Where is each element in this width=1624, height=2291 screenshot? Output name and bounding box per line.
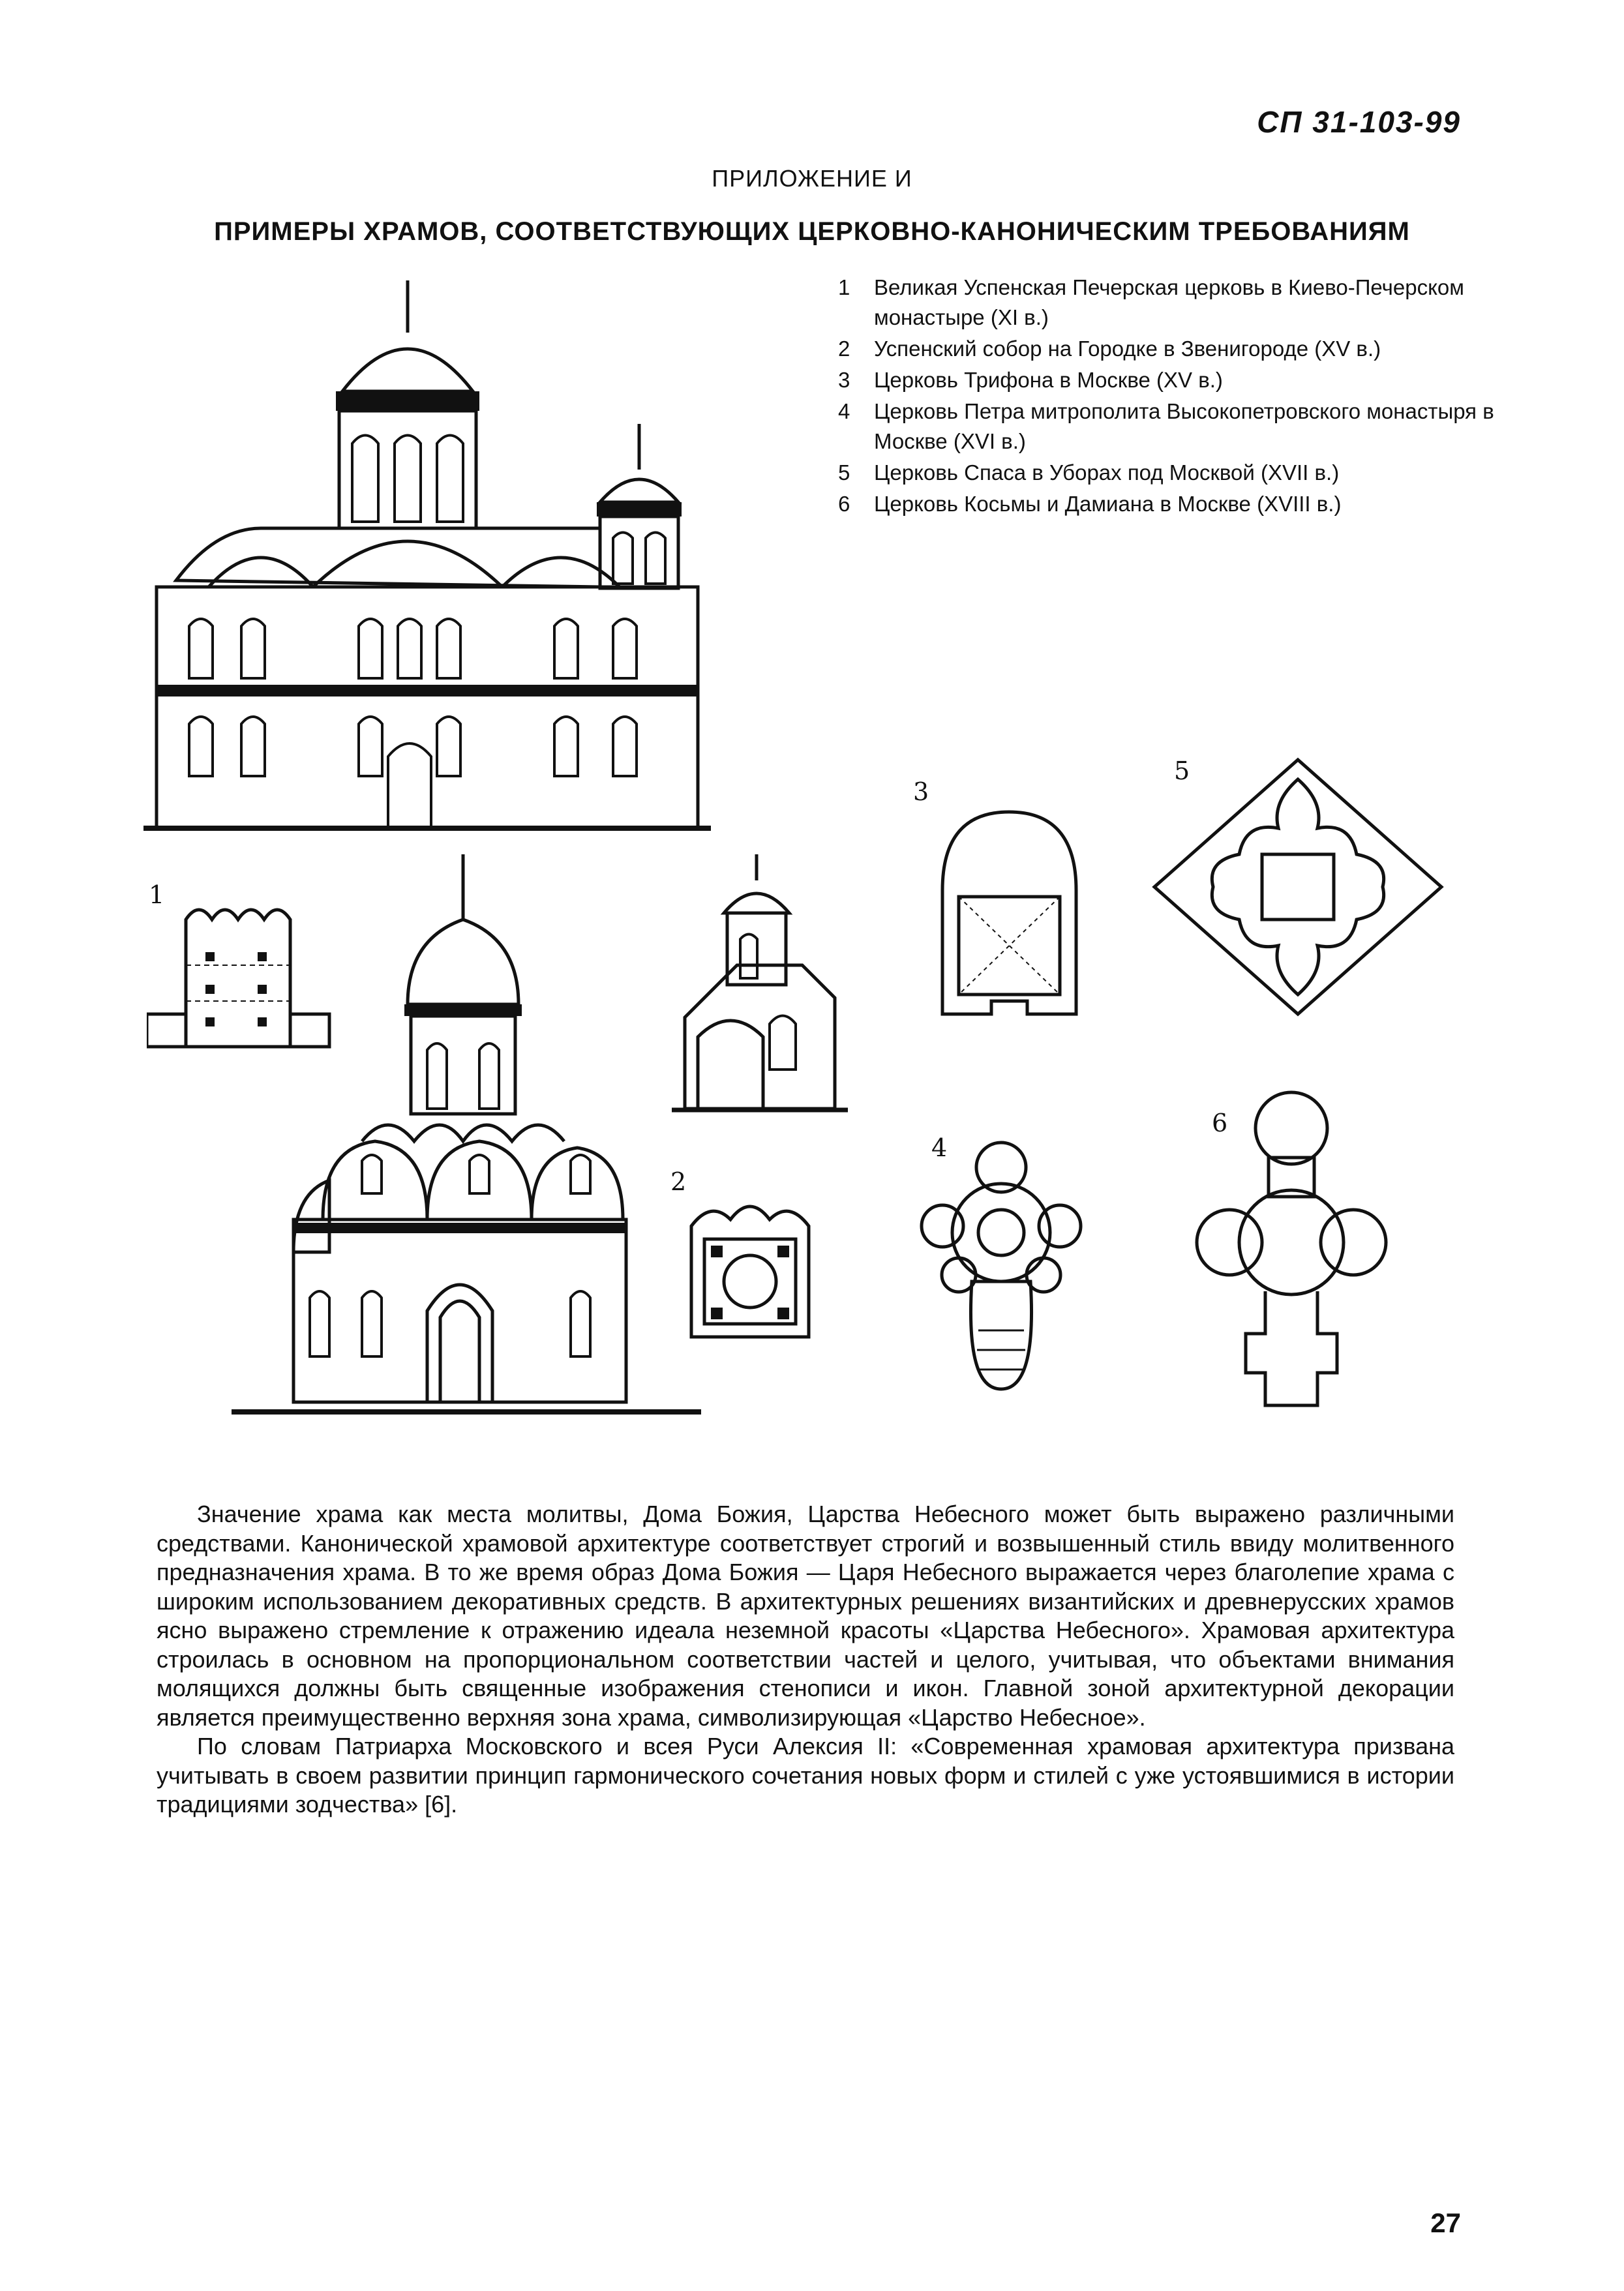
caption-number: 3 [838,368,850,392]
body-paragraph: По словам Патриарха Московского и всея Руси Алексия II: «Современная храмовая архитектура призвана учитывать в своем развитии принцип гармонического сочетания новых форм и стилей с уже устоявшимися в истории традициями зодчества» [6]. [157,1733,1454,1818]
church-3-floor-plan [929,805,1089,1021]
page-number: 27 [1430,2208,1461,2238]
document-code: СП 31-103-99 [1257,105,1461,139]
church-3-section-drawing [659,854,848,1115]
figure-label: 6 [1212,1109,1228,1137]
caption-text: Церковь Трифона в Москве (XV в.) [874,368,1223,392]
page-heading: ПРИМЕРЫ ХРАМОВ, СООТВЕТСТВУЮЩИХ ЦЕРКОВНО-КАНОНИЧЕСКИМ ТРЕБОВАНИЯМ [214,217,1410,246]
body-text [157,1500,1454,1819]
caption-number: 6 [838,492,850,516]
church-2-floor-plan [685,1193,815,1343]
caption-text: Церковь Петра митрополита Высокопетровского монастыря в Москве (XVI в.) [874,399,1494,453]
figure-label: 4 [931,1133,948,1162]
church-1-elevation-drawing [143,280,711,835]
caption-item [838,334,1523,364]
caption-text: Великая Успенская Печерская церковь в Киево-Печерском монастыре (XI в.) [874,275,1464,329]
caption-item [838,365,1523,395]
caption-item [838,489,1523,519]
church-2-elevation-drawing [232,854,701,1415]
figure-label: 5 [1174,756,1190,785]
church-5-floor-plan [1141,750,1454,1024]
caption-number: 1 [838,275,850,299]
caption-item [838,458,1523,488]
caption-number: 2 [838,337,850,361]
caption-text: Успенский собор на Городке в Звенигороде (XV в.) [874,337,1381,361]
caption-item [838,273,1523,333]
caption-list [838,273,1523,520]
figure-label: 3 [913,777,929,806]
body-paragraph: Значение храма как места молитвы, Дома Божия, Царства Небесного может быть выражено различными средствами. Канонической храмовой архитектуре соответствует строгий и возвышенный стиль ввиду молитвенного предназначения храма. В то же время образ Дома Божия — Царя Небесного выражается через благолепие храма с широким использованием декоративных средств. В архитектурных решениях византийских и древнерусских храмов ясно выражено стремление к отражению идеала неземной красоты «Царства Небесного». Храмовая архитектура строилась в основном на пропорциональном соответствии частей и целого, учитывая, что объектами внимания молящихся должны быть священные изображения стенописи и икон. Главной зоной архитектурной декорации является преимущественно верхняя зона храма, символизирующая «Царство Небесное». [157,1501,1454,1731]
caption-text: Церковь Косьмы и Дамиана в Москве (XVIII в.) [874,492,1342,516]
caption-number: 5 [838,460,850,485]
caption-number: 4 [838,399,850,423]
appendix-label: ПРИЛОЖЕНИЕ И [712,165,912,192]
caption-item [838,397,1523,457]
figure-label: 2 [670,1167,687,1196]
figure-label: 1 [149,880,165,909]
caption-text: Церковь Спаса в Уборах под Москвой (XVII в.) [874,460,1340,485]
church-4-floor-plan [920,1135,1083,1396]
